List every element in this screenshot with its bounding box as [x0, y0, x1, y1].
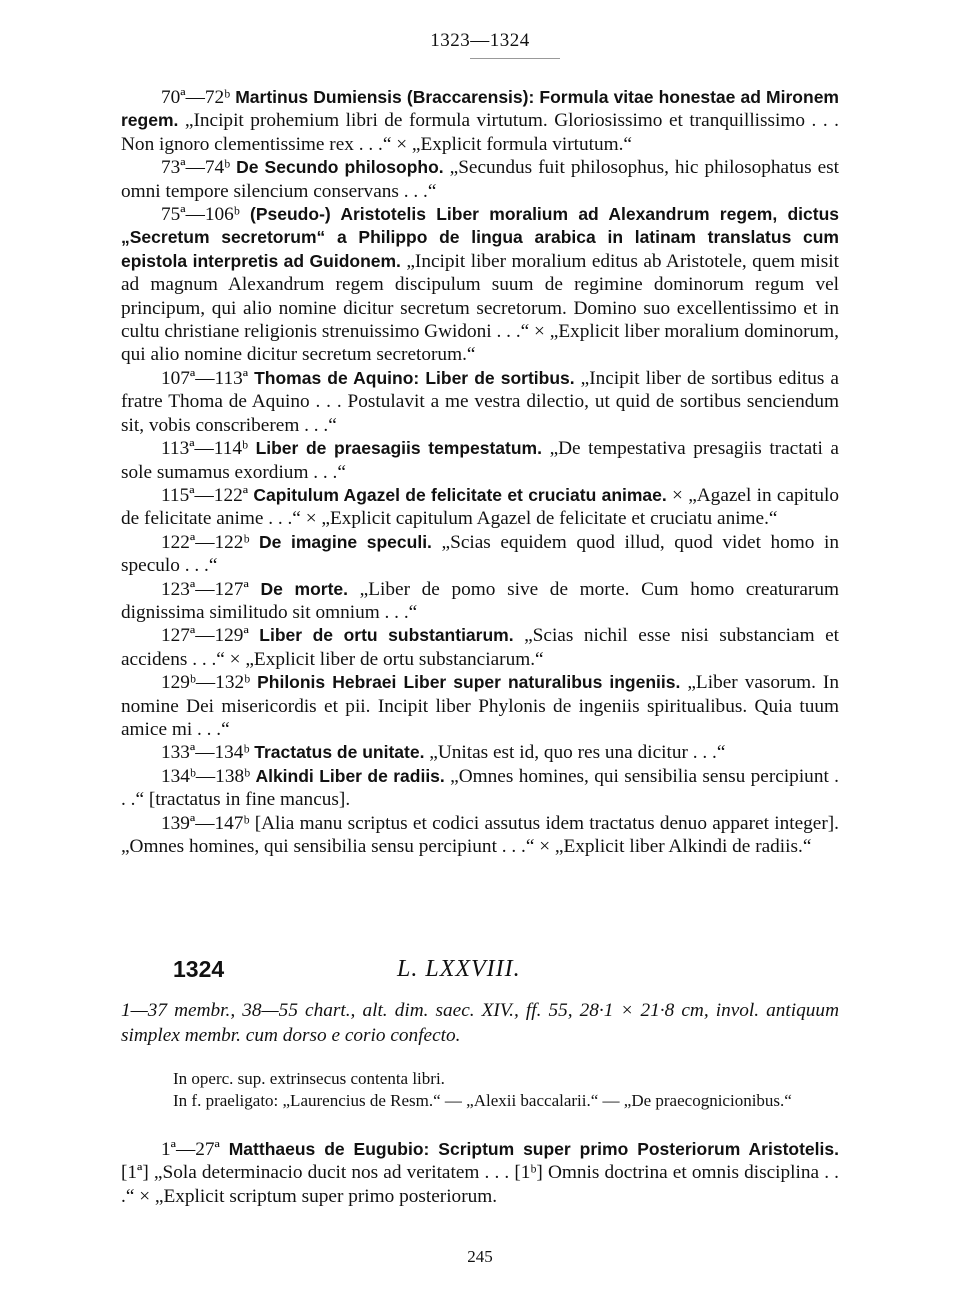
manuscript-signature: L. LXXVIII. — [397, 956, 521, 982]
entry-text: „Liber vasorum. In nomine Dei misericordis et pii. Incipit liber Phylonis de ingeniis spiritualibus. Quia tuum amice mi . . .“ — [121, 672, 839, 740]
folio-range: 123ª—127ª — [161, 578, 249, 600]
entry-title: Capitulum Agazel de felicitate et cruciatu animae. — [253, 484, 667, 505]
list-item — [121, 671, 839, 741]
entry-title: Liber de ortu substantiarum. — [259, 625, 514, 646]
folio-range: 134ᵇ—138ᵇ — [161, 765, 251, 787]
manuscript-notes — [121, 1068, 839, 1111]
page-number: 245 — [467, 1247, 493, 1266]
entry-title: De morte. — [260, 578, 348, 599]
manuscript-number: 1324 — [173, 956, 225, 982]
manuscript-heading — [173, 956, 839, 986]
entry-title: Alkindi Liber de radiis. — [255, 765, 445, 786]
entry-title: Philonis Hebraei Liber super naturalibus ingeniis. — [257, 672, 681, 693]
list-item — [121, 741, 839, 764]
page-header-range: 1323—1324 — [430, 30, 530, 51]
list-item — [121, 437, 839, 484]
list-item — [121, 86, 839, 156]
list-item — [121, 156, 839, 203]
folio-range: 127ª—129ª — [161, 625, 249, 647]
entry-text: „Omnes homines, qui sensibilia sensu percipiunt . . .“ [tractatus in fine mancus]. — [121, 765, 839, 811]
entry-title: Martinus Dumiensis (Braccarensis): Formula vitae honestae ad Mironem regem. — [121, 87, 839, 131]
entry-text: „Liber de pomo sive de morte. Cum homo creaturarum dignissima similitudo sit omnium . . .“ — [121, 578, 840, 623]
entry-text: × „Agazel in capitulo de felicitate anime . . .“ × „Explicit capitulum Agazel de felicitate et cruciatu anime.“ — [121, 484, 839, 530]
entry-title: De imagine speculi. — [259, 531, 432, 552]
list-item — [121, 1138, 839, 1208]
header-rule — [470, 58, 560, 59]
list-item — [121, 812, 839, 859]
folio-range: 75ª—106ᵇ — [161, 204, 240, 226]
entry-text: „De tempestativa presagiis tractati a sole sumamus exordium . . .“ — [121, 438, 839, 483]
entry-text: „Scias equidem quod illud, quod videt homo in speculo . . .“ — [121, 531, 840, 577]
folio-range: 115ª—122ª — [161, 484, 249, 506]
list-item — [121, 624, 839, 671]
folio-range: 1ª—27ª — [161, 1139, 220, 1160]
entry-title: Tractatus de unitate. — [254, 742, 425, 763]
folio-range: 70ª—72ᵇ — [161, 87, 231, 108]
folio-range: 107ª—113ª — [161, 367, 249, 389]
folio-range: 122ª—122ᵇ — [161, 531, 250, 553]
folio-range: 133ª—134ᵇ — [161, 742, 250, 764]
entry-title: Matthaeus de Eugubio: Scriptum super primo Posteriorum Aristotelis. — [228, 1139, 839, 1159]
entry-text: [1ª] „Sola determinacio ducit nos ad veritatem . . . [1ᵇ] Omnis doctrina et omnis disciplina . . .“ × „Explicit scriptum super primo posteriorum. — [121, 1162, 839, 1207]
entry-text: „Incipit prohemium libri de formula virtutum. Gloriosissimo et tranquillissimo . . . Non ignoro clementissime rex . . .“ × „Explicit formula virtutum.“ — [121, 110, 839, 155]
list-item — [121, 765, 839, 812]
entry-text: „Incipit liber moralium editus ab Aristotele, quem misit ad magnum Alexandrum regem discipulum suum de regimine dominorum regum vel principum, qui alio nomine dicitur secretum secretorum. Domino suo excellentissimo et in cultu christiane religionis strenuissimo Gwidoni . . .“ × „Explicit liber moralium dominorum, qui alio nomine dicitur secretum secretorum.“ — [121, 250, 840, 366]
folio-range: 113ª—114ᵇ — [161, 438, 248, 460]
entry-text: „Scias nichil esse nisi substanciam et accidens . . .“ × „Explicit liber de ortu substanciarum.“ — [121, 625, 840, 670]
list-item — [121, 531, 839, 578]
entry-text: „Incipit liber de sortibus editus a fratre Thoma de Aquino . . . Postulavit a me vestra dilectio, ut quid de sortibus senciendum sit, vobis conscriberem . . .“ — [121, 367, 839, 436]
entries-list — [121, 86, 839, 858]
manuscript-description: 1—37 membr., 38—55 chart., alt. dim. saec. XIV., ff. 55, 28·1 × 21·8 cm, invol. antiquum simplex membr. cum dorso e corio confecto. — [121, 1000, 839, 1046]
entry-title: Liber de praesagiis tempestatum. — [255, 438, 542, 459]
folio-range: 73ª—74ᵇ — [161, 157, 231, 179]
list-item — [121, 203, 839, 367]
entry-text: [Alia manu scriptus et codici assutus idem tractatus denuo apparet integer]. „Omnes homines, qui sensibilia sensu percipiunt . . .“ × „Explicit liber Alkindi de radiis.“ — [121, 812, 839, 857]
entry-title: (Pseudo-) Aristotelis Liber moralium ad Alexandrum regem, dictus „Secretum secretorum“ a Philippo de lingua arabica in latinam translatus cum epistola interpretis ad Guidonem. — [121, 204, 839, 271]
entry-text: „Unitas est id, quo res una dicitur . . .“ — [429, 742, 726, 764]
list-item — [121, 578, 839, 625]
entry-title: De Secundo philosopho. — [236, 157, 444, 178]
note-line: In f. praeligato: „Laurencius de Resm.“ — „Alexii baccalarii.“ — „De praecognicionibus.“ — [173, 1090, 792, 1110]
list-item — [121, 484, 839, 531]
folio-range: 139ª—147ᵇ — [161, 812, 250, 834]
note-line: In operc. sup. extrinsecus contenta libri. — [173, 1069, 445, 1088]
folio-range: 129ᵇ—132ᵇ — [161, 672, 251, 694]
list-item — [121, 367, 839, 437]
entry-title: Thomas de Aquino: Liber de sortibus. — [254, 367, 575, 388]
entry-text: „Secundus fuit philosophus, hic philosophatus est omni tempore silencium conservans . . .“ — [121, 157, 839, 202]
